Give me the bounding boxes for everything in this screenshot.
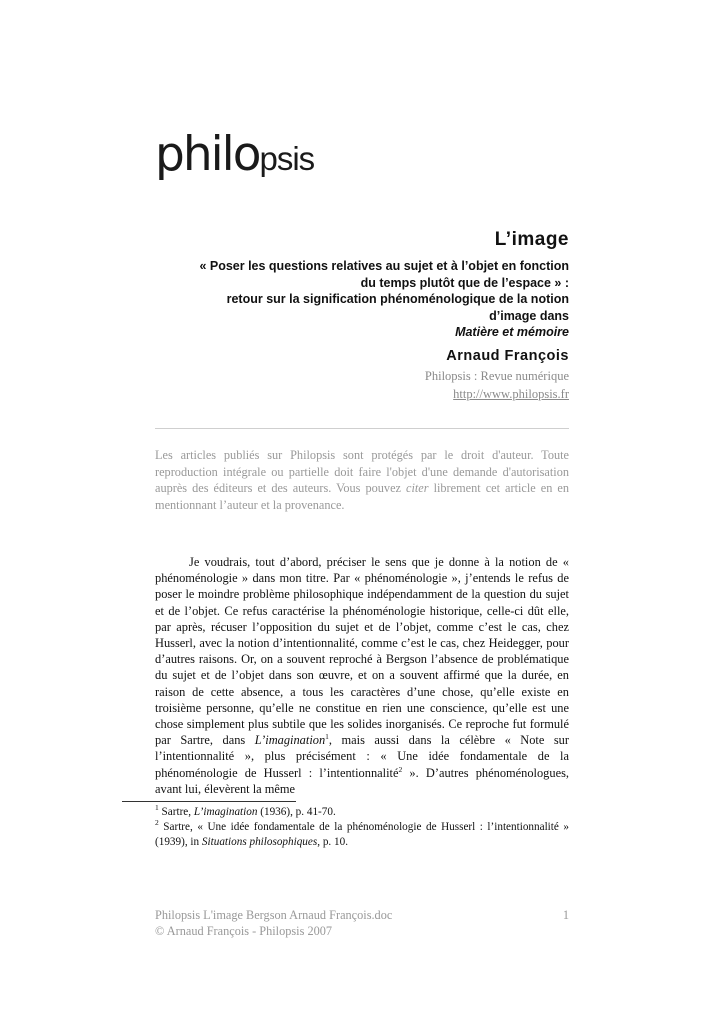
body-text-2: , mais aussi dans la célèbre « Note sur l’intentionnalité », plus précisément : « Une idée fondamentale de la phénoménologie de Husserl : l’intentionnalité — [155, 733, 569, 780]
footnote-italic: L’imagination — [193, 806, 258, 818]
journal-name: Philopsis : Revue numérique — [424, 369, 569, 383]
footnote-text: Sartre, — [158, 806, 194, 818]
footnote-ref-2: 2 — [398, 764, 403, 774]
page-footer — [155, 907, 569, 939]
footnote-number: 1 — [155, 803, 159, 812]
copyright-text-1: Les articles publiés sur Philopsis sont protégés par le droit d'auteur. Toute reproduction intégrale ou partielle doit faire l'objet d'une demande d'autorisation auprès des éditeurs et des auteurs. Vous pouvez — [155, 448, 569, 495]
footnote-text-end: (1936), p. 41-70. — [257, 806, 336, 818]
logo-part-psis: psis — [259, 140, 315, 177]
author-name: Arnaud François — [446, 348, 569, 364]
footnotes — [155, 805, 569, 850]
footnote-italic: Situations philosophiques — [201, 836, 318, 848]
copyright-italic-word: citer — [406, 481, 429, 495]
footnote-ref-1: 1 — [325, 732, 329, 742]
copyright-text-2: librement cet article en en mentionnant l’auteur et la provenance. — [155, 481, 569, 512]
logo-part-philo: philo — [155, 127, 260, 182]
article-subtitle — [139, 258, 569, 341]
body-text-3: ». D’autres phénoménologues, avant lui, élevèrent la même — [155, 765, 569, 796]
footnote-text: Sartre, « Une idée fondamentale de la phénoménologie de Husserl : l’intentionnalité » (1939), in — [155, 821, 569, 848]
body-italic-title: L’imagination — [254, 733, 326, 748]
footnote-1 — [155, 805, 569, 820]
header-divider — [155, 428, 569, 429]
subtitle-book-title: Matière et mémoire — [455, 325, 569, 339]
footer-row — [155, 907, 569, 923]
footer-filename: Philopsis L'image Bergson Arnaud François.doc — [155, 908, 393, 922]
copyright-notice — [155, 447, 569, 513]
footer-copyright: © Arnaud François - Philopsis 2007 — [155, 924, 333, 938]
page-number: 1 — [562, 908, 569, 922]
subtitle-line-1: « Poser les questions relatives au sujet et à l’objet en fonction — [199, 259, 569, 273]
subtitle-line-4-prefix: d’image dans — [489, 308, 569, 323]
footnote-text-end: , p. 10. — [317, 836, 348, 848]
body-text-1: Je voudrais, tout d’abord, préciser le sens que je donne à la notion de « phénoménologie » dans mon titre. Par « phénoménologie », j’entends le refus de poser le moindre problème philosophique indépendamment de la question du sujet et de l’objet. Ce refus caractérise la phénoménologie historique, celle-ci dût elle, par après, récuser l’opposition du sujet et de l’objet, comme c’est le cas, chez Husserl, avec la notion d’intentionnalité, comme c’est le cas, chez Heidegger, pour d’autres raisons. Or, on a souvent reproché à Bergson l’absence de problématique du sujet et de l’objet dans son œuvre, et on a souvent affirmé que la durée, en raison de cette absence, a tous les caractères d’une chose, qu’elle existe en troisième personne, qu’elle ne constitue en rien une conscience, qu’elle est une chose simplement plus subtile que les solides inorganisés. Ce reproche fut formulé par Sartre, dans — [155, 555, 569, 748]
journal-url-link[interactable]: http://www.philopsis.fr — [453, 387, 569, 401]
footnote-2 — [155, 820, 569, 850]
article-title: L’image — [494, 229, 569, 250]
footnote-number: 2 — [155, 818, 159, 827]
body-paragraph — [155, 554, 569, 797]
philopsis-logo — [155, 127, 315, 182]
footnote-separator — [122, 801, 296, 802]
subtitle-line-2: du temps plutôt que de l’espace » : — [360, 275, 569, 290]
subtitle-line-4 — [139, 308, 569, 341]
subtitle-line-3: retour sur la signification phénoménologique de la notion — [226, 292, 569, 306]
